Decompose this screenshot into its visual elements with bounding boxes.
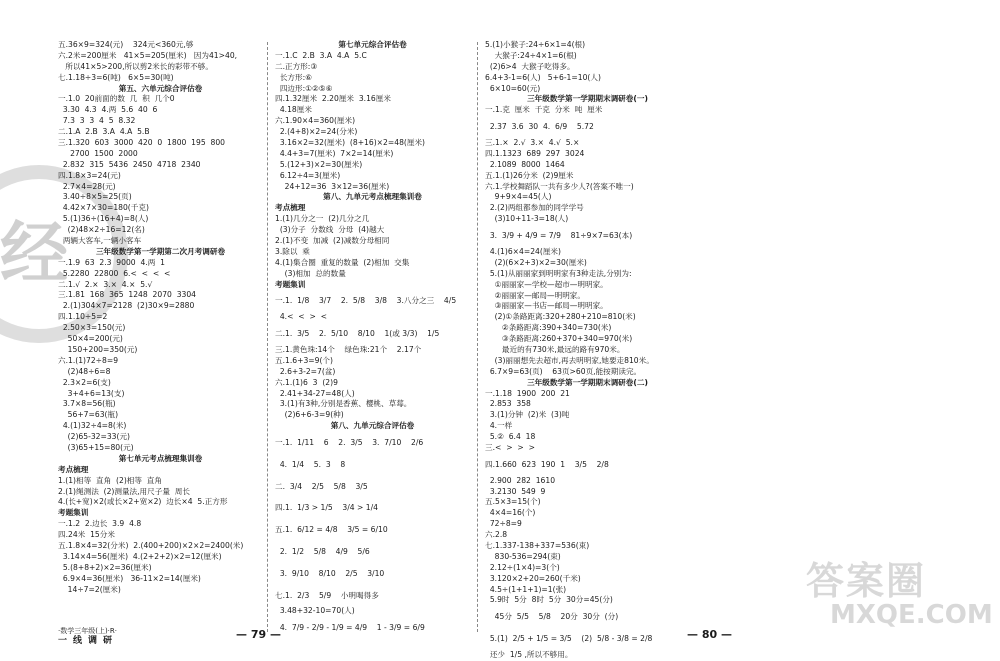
answer-line: 4.(1)集合圈 重复的数量 (2)相加 交集 [275,257,410,267]
answer-line: 二.1. 3/5 2. 5/10 8/10 1(或 3/3) 1/5 [275,329,440,339]
answer-line: 150+200=350(元) [58,344,138,354]
answer-line: (3)丽丽想先去超市,再去明明家,她要走810米。 [485,355,654,365]
answer-line: 一.1.C 2.B 3.A 4.A 5.C [275,50,367,60]
answer-line: 3. 9/10 8/10 2/5 3/10 [275,568,385,578]
answer-line: 2.41+34-27=48(人) [275,388,355,398]
column-divider [477,42,478,632]
answer-line: 一.1.2 2.边长 3.9 4.8 [58,519,142,529]
answer-line: 四边形:①②⑤⑥ [275,83,333,93]
watermark-url: MXQE.COM [830,600,993,630]
answer-line: 二. 3/4 2/5 5/8 3/5 [275,481,368,491]
answer-line: 3.30 4.3 4.两 5.6 40 6 [58,105,158,115]
answer-line: 所以41×5>200,所以剪2米长的彩带不够。 [58,61,213,71]
answer-line: 一.1.18 1900 200 21 [485,388,570,398]
answer-line: (2)65-32=33(元) [58,432,131,442]
answer-line: 二.1.√ 2.× 3.× 4.× 5.√ [58,279,153,289]
answer-column-3 [485,40,690,661]
answer-column-2 [275,40,470,639]
answer-line: 四.24米 15分米 [58,530,115,540]
stamp-glyph: 经 [0,215,69,294]
answer-line: 六.1.90×4=360(厘米) [275,116,356,126]
answer-line: 4.5÷(1+1+1)=1(张) [485,584,567,594]
section-heading: 第八、九单元综合评估卷 [330,421,415,431]
answer-line: ②丽丽家—邮局—明明家。 [485,290,585,300]
answer-line: 3.(1)分钟 (2)米 (3)吨 [485,410,570,420]
answer-line: 5.(12+3)×2=30(厘米) [275,159,363,169]
answer-line: 一.1.0 20前面的数 几 积 几个0 [58,94,175,104]
watermark-text: 答案圈 [806,559,927,603]
answer-line: 24+12=36 3×12=36(厘米) [275,181,390,191]
answer-line: 5.(1)从丽丽家到明明家有3种走法,分别为: [485,268,632,278]
answer-line: 三.1.黄色珠:14个 绿色珠:21个 2.17个 [275,344,422,354]
section-heading: 第七单元考点梳理集训卷 [118,453,203,463]
answer-line: 5.9时 5分 8时 5分 30分=45(分) [485,595,613,605]
answer-line: 5.② 6.4 18 [485,432,536,442]
answer-line: 2.(2)两组都参加的同学学号 [485,203,584,213]
answer-line: 56+7=63(瓶) [58,410,119,420]
answer-line: 四.1.32厘米 2.20厘米 3.16厘米 [275,94,391,104]
answer-line: 二.1.A 2.B 3.A 4.A 5.B [58,127,150,137]
answer-line: (2)(6×2+3)×2=30(厘米) [485,257,587,267]
answer-line: 五.1.6+3=9(个) [275,355,333,365]
answer-line: 2.50×3=150(元) [58,323,126,333]
answer-line: 四.1.8×3=24(元) [58,170,121,180]
answer-line: 最近的有730米,最远的路有970米。 [485,344,625,354]
answer-line: (3)相加 总的数量 [275,268,346,278]
answer-line: (2)①条路距离:320+280+210=810(米) [485,312,636,322]
answer-line: (3)10+11-3=18(人) [485,214,569,224]
page-footer [58,626,118,646]
answer-line: 7.3 3 3 4 5 8.32 [58,116,136,126]
answer-line: 两辆大客车,一辆小客车 [58,236,142,246]
answer-line: 14÷7=2(厘米) [58,584,121,594]
subsection-label: 考题集训 [58,508,89,518]
answer-line: 3.除以 乘 [275,246,310,256]
answer-line: 五.1. 6/12 = 4/8 3/5 = 6/10 [275,525,388,535]
subsection-label: 考点梳理 [275,203,306,213]
answer-line: 长方形:⑥ [275,72,312,82]
answer-line: 3.14×4=56(厘米) 4.(2+2+2)×2=12(厘米) [58,551,222,561]
answer-line: 2.(1)304×7=2128 (2)30×9=2880 [58,301,195,311]
answer-line: 五.5×3=15(个) [485,497,541,507]
answer-line: 2.37 3.6 30 4. 6/9 5.72 [485,122,594,132]
answer-line: 1.(1)相等 直角 (2)相等 直角 [58,475,162,485]
answer-line: 四.1. 1/3 > 1/5 3/4 > 1/4 [275,503,379,513]
answer-line: 3.2130 549 9 [485,486,546,496]
section-heading: 第八、九单元考点梳理集训卷 [323,192,422,202]
answer-line: (3)分子 分数线 分母 (4)越大 [275,225,385,235]
page-number-left: — 79 — [236,628,281,641]
answer-line: (2)6>4 大猴子吃得多。 [485,61,575,71]
answer-line: 2.1089 8000 1464 [485,159,565,169]
answer-line: 五.1.(1)26分米 (2)9厘米 [485,170,574,180]
answer-line: 6.4+3-1=6(人) 5+6-1=10(人) [485,72,601,82]
answer-line: 一.1.克 厘米 千克 分米 吨 厘米 [485,105,603,115]
answer-line: 4.18厘米 [275,105,312,115]
answer-line: 4×4=16(个) [485,508,536,518]
book-title: ·数学三年级(上)·R· [58,627,118,635]
answer-line: 4.< < > < [275,312,328,322]
answer-line: ①丽丽家—学校—超市—明明家。 [485,279,608,289]
answer-line: 2.900 282 1610 [485,475,556,485]
answer-line: 4.4+3=7(厘米) 7×2=14(厘米) [275,148,394,158]
page-number-right: — 80 — [687,628,732,641]
section-heading: 第五、六单元综合评估卷 [118,83,203,93]
answer-line: 4. 7/9 - 2/9 - 1/9 = 4/9 1 - 3/9 = 6/9 [275,623,425,633]
answer-line: 一.1. 1/11 6 2. 3/5 3. 7/10 2/6 [275,438,424,448]
answer-line: (3)65+15=80(元) [58,442,134,452]
answer-line: 2700 1500 2000 [58,148,138,158]
brand-name: 一线调研 [58,636,119,646]
answer-line: 2.(1)绳测法 (2)测量法,用尺子量 周长 [58,486,190,496]
answer-line: 5.(1) 2/5 + 1/5 = 3/5 (2) 5/8 - 3/8 = 2/8 [485,634,653,644]
answer-line: 3.120×2+20=260(千米) [485,573,581,583]
answer-line: 4.(长+宽)×2(或长×2+宽×2) 边长×4 5.正方形 [58,497,228,507]
answer-line: 三.1.320 603 3000 420 0 1800 195 800 [58,138,225,148]
answer-line: 2.(4+8)×2=24(分米) [275,127,358,137]
answer-line: (2)48×2÷16=12(名) [58,225,145,235]
section-heading: 三年级数学第一学期期末调研卷(二) [527,377,648,387]
answer-line: ③条路距离:260+370+340=970(米) [485,334,633,344]
answer-line: 七.1.337-138+337=536(束) [485,541,590,551]
answer-line: 三.1.× 2.√ 3.× 4.√ 5.× [485,138,580,148]
answer-line: 六.1.学校舞蹈队一共有多少人?(答案不唯一) [485,181,634,191]
answer-line: 2.(1)不变 加减 (2)减数分母相同 [275,236,390,246]
answer-line: 还少 1/5 ,所以不够用。 [485,649,573,659]
subsection-label: 考题集训 [275,279,306,289]
answer-line: 五.1.8×4=32(分米) 2.(400+200)×2×2=2400(米) [58,540,244,550]
answer-line: 六.1.(1)72÷8=9 [58,355,119,365]
answer-line: 4. 1/4 5. 3 8 [275,459,346,469]
answer-column-1 [58,40,263,595]
answer-line: 3.16×2=32(厘米) (8+16)×2=48(厘米) [275,138,426,148]
answer-line: 3+4+6=13(支) [58,388,125,398]
subsection-label: 考点梳理 [58,464,89,474]
answer-line: 4.(1)6×4=24(厘米) [485,246,561,256]
answer-line: 六.1.(1)6 3 (2)9 [275,377,338,387]
answer-line: 5.(1)小猴子:24÷6×1=4(根) [485,40,586,49]
answer-line: 三.< > > > [485,442,535,452]
answer-line: 一.1.9 63 2.3 9000 4.两 1 [58,257,165,267]
answer-line: 四.1.1323 689 297 3024 [485,148,585,158]
answer-line: (2)6+6-3=9(种) [275,410,344,420]
answer-line: 5.(1)36÷(16+4)=8(人) [58,214,149,224]
answer-line: 5.2280 22800 6.< < < < [58,268,171,278]
answer-line: ②条路距离:390+340=730(米) [485,323,612,333]
answer-line: 50×4=200(元) [58,334,123,344]
answer-line: 3.40÷8×5=25(页) [58,192,132,202]
answer-line: 45分 5/5 5/8 20分 30分 (分) [485,612,619,622]
answer-line: 2.7×4=28(元) [58,181,116,191]
answer-line: ③丽丽家—书店—邮局—明明家。 [485,301,608,311]
answer-line: 二.正方形:③ [275,61,318,71]
answer-line: 2.853 358 [485,399,531,409]
answer-line: 七.1.18÷3=6(吨) 6×5=30(吨) [58,72,174,82]
answer-line: 6×10=60(元) [485,83,541,93]
answer-line: 830-536=294(束) [485,551,561,561]
answer-line: 四.1.10÷5=2 [58,312,108,322]
answer-line: 大猴子:24÷4×1=6(根) [485,50,577,60]
answer-line: (2)48÷6=8 [58,366,111,376]
answer-line: 6.12÷4=3(厘米) [275,170,341,180]
answer-line: 6.9×4=36(厘米) 36-11×2=14(厘米) [58,573,201,583]
answer-line: 72÷8=9 [485,519,522,529]
answer-line: 3.48+32-10=70(人) [275,606,355,616]
answer-line: 3. 3/9 + 4/9 = 7/9 81÷9×7=63(本) [485,231,633,241]
section-heading: 三年级数学第一学期第二次月考调研卷 [95,246,226,256]
answer-line: 四.1.660 623 190 1 3/5 2/8 [485,459,609,469]
answer-line: 三.1.81 168 365 1248 2070 3304 [58,290,197,300]
section-heading: 三年级数学第一学期期末调研卷(一) [527,94,648,104]
answer-line: 一.1. 1/8 3/7 2. 5/8 3/8 3.八分之三 4/5 [275,296,457,306]
answer-line: 2. 1/2 5/8 4/9 5/6 [275,547,370,557]
section-heading: 第七单元综合评估卷 [338,40,407,49]
answer-line: 六.2.8 [485,530,508,540]
column-divider [267,42,268,632]
answer-line: 六.2米=200厘米 41×5=205(厘米) 因为41>40, [58,50,238,60]
answer-line: 1.(1)几分之一 (2)几分之几 [275,214,370,224]
answer-line: 2.12÷(1×4)=3(个) [485,562,560,572]
answer-line: 6.7×9=63(页) 63页>60页,能按期读完。 [485,366,642,376]
answer-line: 2.3×2=6(支) [58,377,111,387]
answer-line: 5.(8+8+2)×2=36(厘米) [58,562,152,572]
answer-line: 2.832 315 5436 2450 4718 2340 [58,159,201,169]
answer-line: 七.1. 2/3 5/9 小明喝得多 [275,590,379,600]
answer-line: 3.7×8=56(瓶) [58,399,116,409]
answer-line: 9+9×4=45(人) [485,192,552,202]
answer-line: 3.(1)有3种,分别是香蕉、樱桃、草莓。 [275,399,412,409]
answer-line: 4.(1)32÷4=8(米) [58,421,127,431]
answer-line: 2.6+3-2=7(盆) [275,366,336,376]
answer-line: 五.36×9=324(元) 324元<360元,够 [58,40,194,49]
answer-line: 4.42×7×30=180(千克) [58,203,149,213]
answer-line: 4.一样 [485,421,513,431]
